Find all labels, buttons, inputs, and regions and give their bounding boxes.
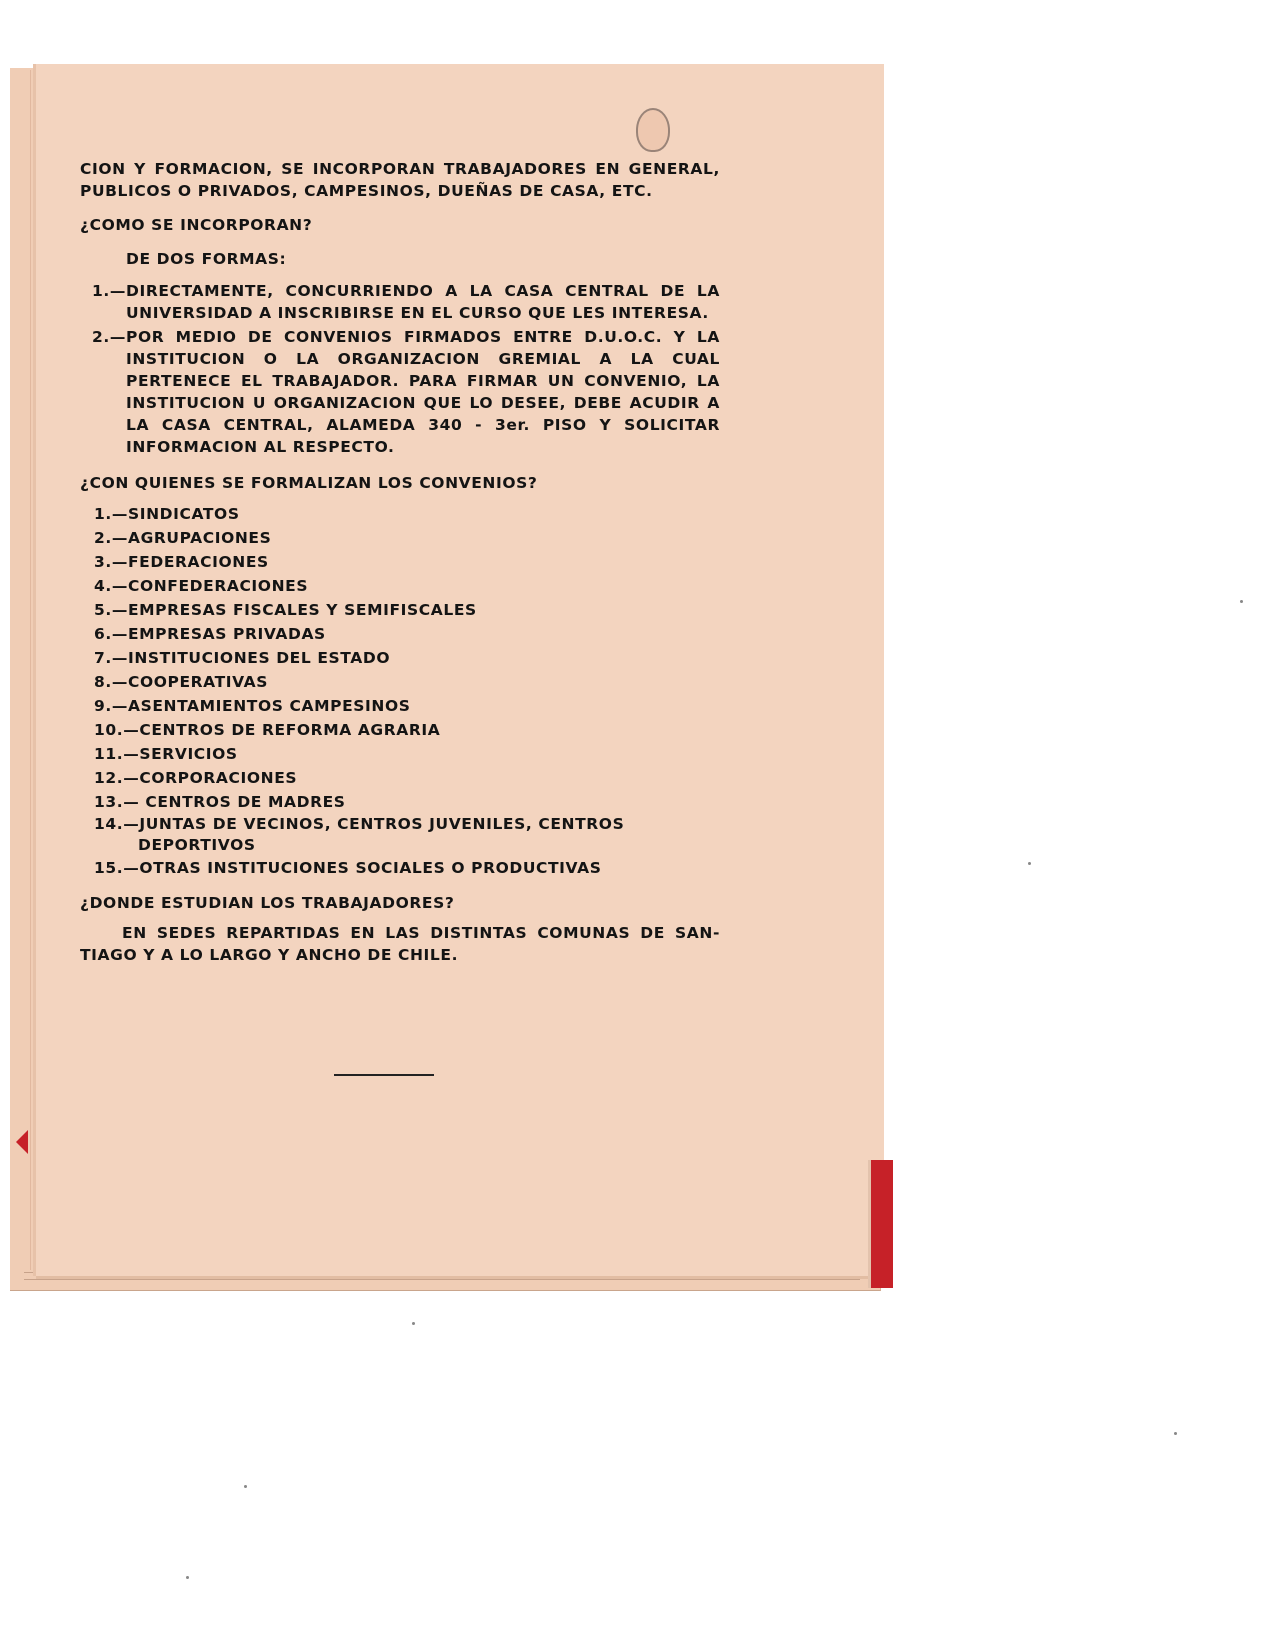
forms-list: [80, 280, 720, 458]
list-item: 8.—COOPERATIVAS: [94, 673, 269, 691]
scan-speck: [1028, 862, 1031, 865]
list-item: 14.—JUNTAS DE VECINOS, CENTROS JUVENILES, CENTROS DEPORTIVOS: [94, 815, 625, 854]
form-item-text: POR MEDIO DE CONVENIOS FIRMADOS ENTRE D.U.O.C. Y LA INSTITUCION O LA ORGANIZACION GREMIAL A LA CUAL PERTENECE EL TRABAJADOR. PARA FIRMAR UN CONVENIO, LA INSTITUCION U ORGANIZACION QUE LO DESEE, DEBE ACUDIR A LA CASA CENTRAL, ALAMEDA 340 - 3er. PISO Y SOLICITAR INFORMACION AL RESPECTO.: [125, 328, 720, 456]
question-con-quienes: ¿CON QUIENES SE FORMALIZAN LOS CONVENIOS?: [80, 474, 538, 492]
list-item: 7.—INSTITUCIONES DEL ESTADO: [94, 649, 391, 667]
list-item: 15.—OTRAS INSTITUCIONES SOCIALES O PRODUCTIVAS: [94, 859, 602, 877]
punch-hole: [636, 108, 670, 152]
scan-speck: [186, 1576, 189, 1579]
scan-speck: [412, 1322, 415, 1325]
list-item: 5.—EMPRESAS FISCALES Y SEMIFISCALES: [94, 601, 477, 619]
form-item-text: DIRECTAMENTE, CONCURRIENDO A LA CASA CENTRAL DE LA UNIVERSIDAD A INSCRIBIRSE EN EL CURSO QUE LES INTERESA.: [125, 282, 720, 322]
list-item: 6.—EMPRESAS PRIVADAS: [94, 625, 326, 643]
list-item: 4.—CONFEDERACIONES: [94, 577, 309, 595]
list-item: 13.— CENTROS DE MADRES: [94, 793, 346, 811]
list-item: 1.—SINDICATOS: [94, 505, 240, 523]
forms-heading: DE DOS FORMAS:: [126, 250, 287, 268]
list-item: 12.—CORPORACIONES: [94, 769, 298, 787]
list-item: 10.—CENTROS DE REFORMA AGRARIA: [94, 721, 441, 739]
form-item: [92, 280, 720, 324]
scan-speck: [1240, 600, 1243, 603]
document-body: [80, 158, 720, 966]
list-item: 9.—ASENTAMIENTOS CAMPESINOS: [94, 697, 411, 715]
form-item: [92, 326, 720, 458]
red-binding-tab: [868, 1160, 893, 1288]
question-donde: ¿DONDE ESTUDIAN LOS TRABAJADORES?: [80, 894, 455, 912]
list-item: 2.—AGRUPACIONES: [94, 529, 272, 547]
page-fold: [30, 70, 31, 1270]
answer-line-2: TIAGO Y A LO LARGO Y ANCHO DE CHILE.: [80, 946, 459, 964]
form-item-number: 1.—: [92, 282, 126, 300]
convenios-list: [80, 502, 720, 880]
intro-line-1: CION Y FORMACION, SE INCORPORAN TRABAJADORES EN GENERAL,: [80, 160, 720, 178]
question-como: ¿COMO SE INCORPORAN?: [80, 216, 313, 234]
scan-speck: [244, 1485, 247, 1488]
scan-speck: [1174, 1432, 1177, 1435]
intro-line-2: PUBLICOS O PRIVADOS, CAMPESINOS, DUEÑAS DE CASA, ETC.: [80, 182, 653, 200]
closing-rule: [334, 1074, 434, 1076]
form-item-number: 2.—: [92, 328, 126, 346]
red-binding-mark: [16, 1130, 28, 1154]
list-item: 3.—FEDERACIONES: [94, 553, 269, 571]
list-item: 11.—SERVICIOS: [94, 745, 238, 763]
answer-line-1: EN SEDES REPARTIDAS EN LAS DISTINTAS COMUNAS DE SAN-: [122, 924, 720, 942]
